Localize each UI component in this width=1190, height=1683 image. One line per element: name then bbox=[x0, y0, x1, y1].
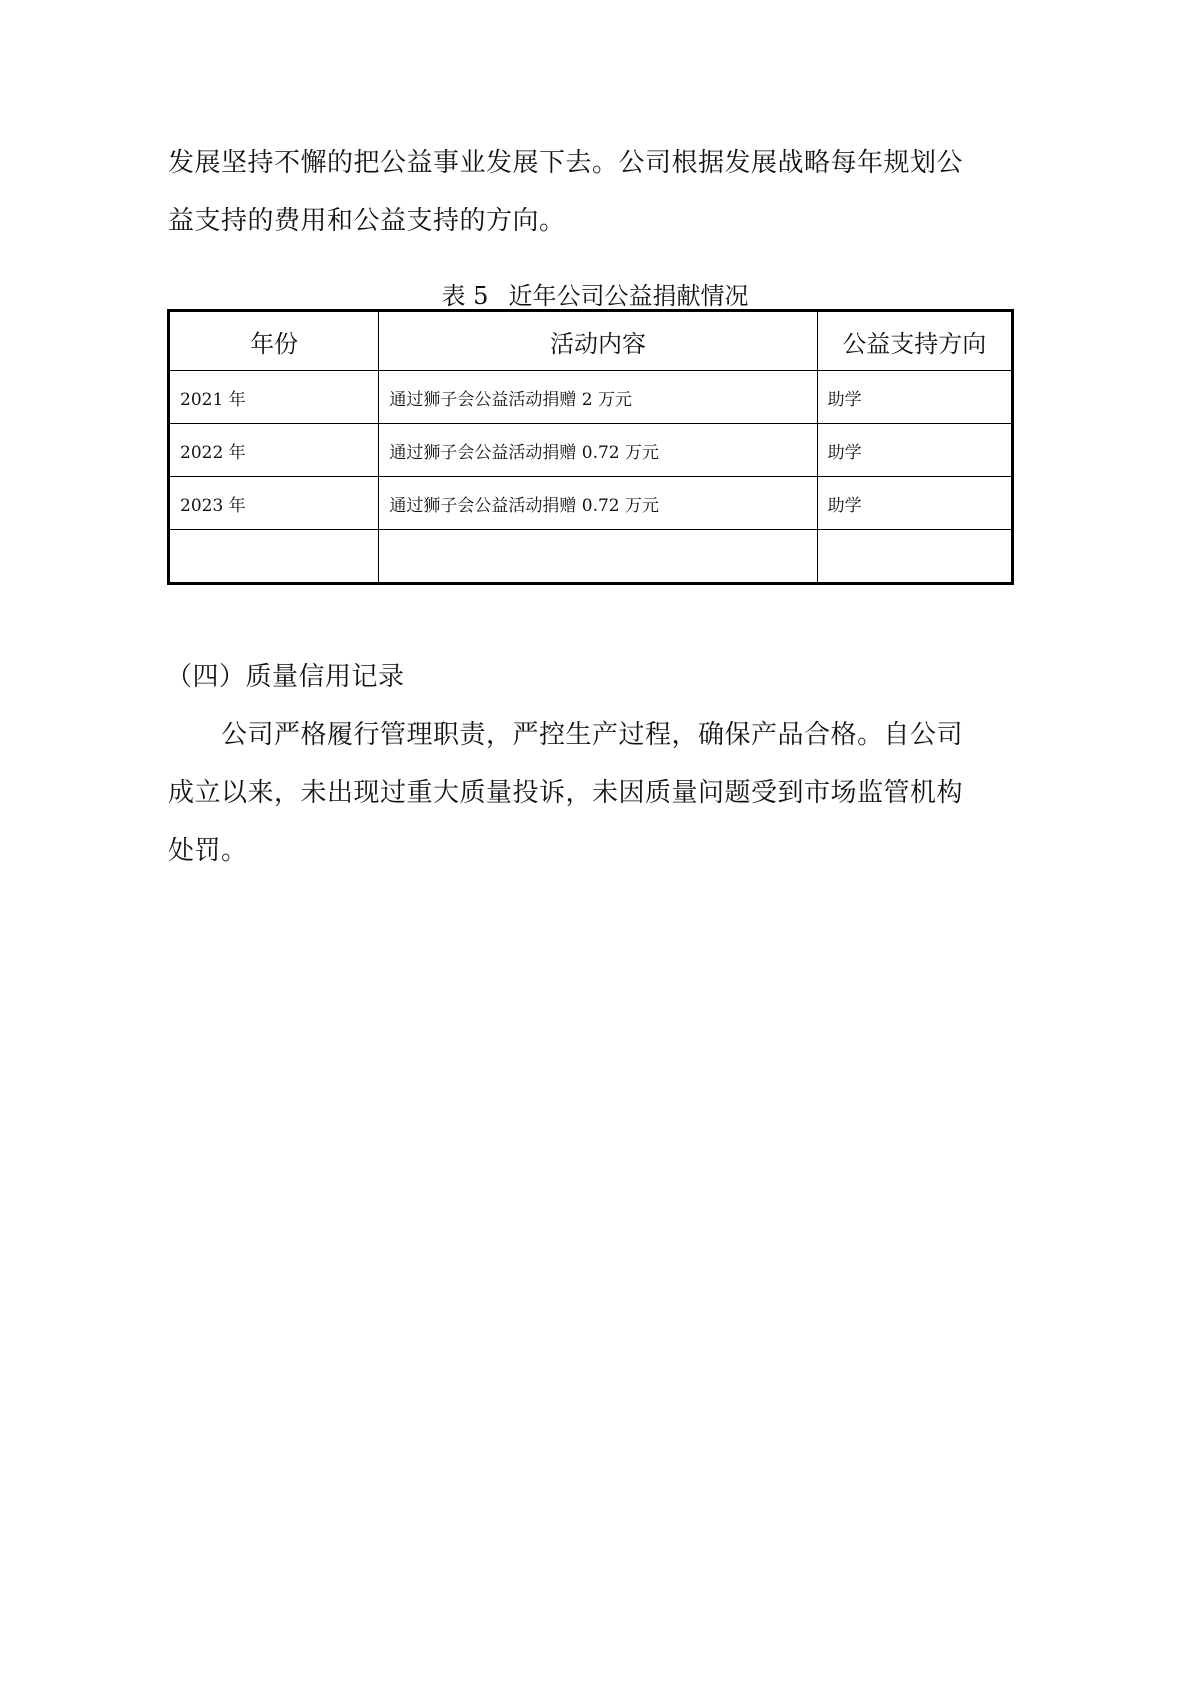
cell-direction: 助学 bbox=[817, 371, 1012, 424]
table-caption bbox=[0, 280, 1190, 312]
section-line: 公司严格履行管理职责，严控生产过程，确保产品合格。自公司 bbox=[168, 720, 964, 750]
table-row bbox=[169, 371, 1013, 424]
section-heading: （四）质量信用记录 bbox=[166, 662, 405, 692]
header-activity: 活动内容 bbox=[379, 311, 817, 371]
cell-direction bbox=[817, 530, 1012, 584]
cell-activity: 通过狮子会公益活动捐赠 0.72 万元 bbox=[379, 424, 817, 477]
paragraph-line: 发展坚持不懈的把公益事业发展下去。公司根据发展战略每年规划公 bbox=[168, 148, 964, 178]
header-year: 年份 bbox=[169, 311, 379, 371]
table-row bbox=[169, 424, 1013, 477]
table-caption-label: 表 5 bbox=[441, 282, 489, 310]
table-header-row bbox=[169, 311, 1013, 371]
table-caption-title: 近年公司公益捐献情况 bbox=[508, 282, 749, 310]
table-row-empty bbox=[169, 530, 1013, 584]
cell-year bbox=[169, 530, 379, 584]
paragraph-line: 益支持的费用和公益支持的方向。 bbox=[168, 206, 566, 236]
cell-direction: 助学 bbox=[817, 477, 1012, 530]
section-line: 成立以来，未出现过重大质量投诉，未因质量问题受到市场监管机构 bbox=[168, 778, 964, 808]
cell-activity: 通过狮子会公益活动捐赠 0.72 万元 bbox=[379, 477, 817, 530]
table-row bbox=[169, 477, 1013, 530]
header-direction: 公益支持方向 bbox=[817, 311, 1012, 371]
donation-table bbox=[167, 309, 1014, 585]
cell-year: 2021 年 bbox=[169, 371, 379, 424]
cell-year: 2022 年 bbox=[169, 424, 379, 477]
section-line: 处罚。 bbox=[168, 836, 248, 866]
cell-direction: 助学 bbox=[817, 424, 1012, 477]
cell-activity: 通过狮子会公益活动捐赠 2 万元 bbox=[379, 371, 817, 424]
cell-year: 2023 年 bbox=[169, 477, 379, 530]
cell-activity bbox=[379, 530, 817, 584]
